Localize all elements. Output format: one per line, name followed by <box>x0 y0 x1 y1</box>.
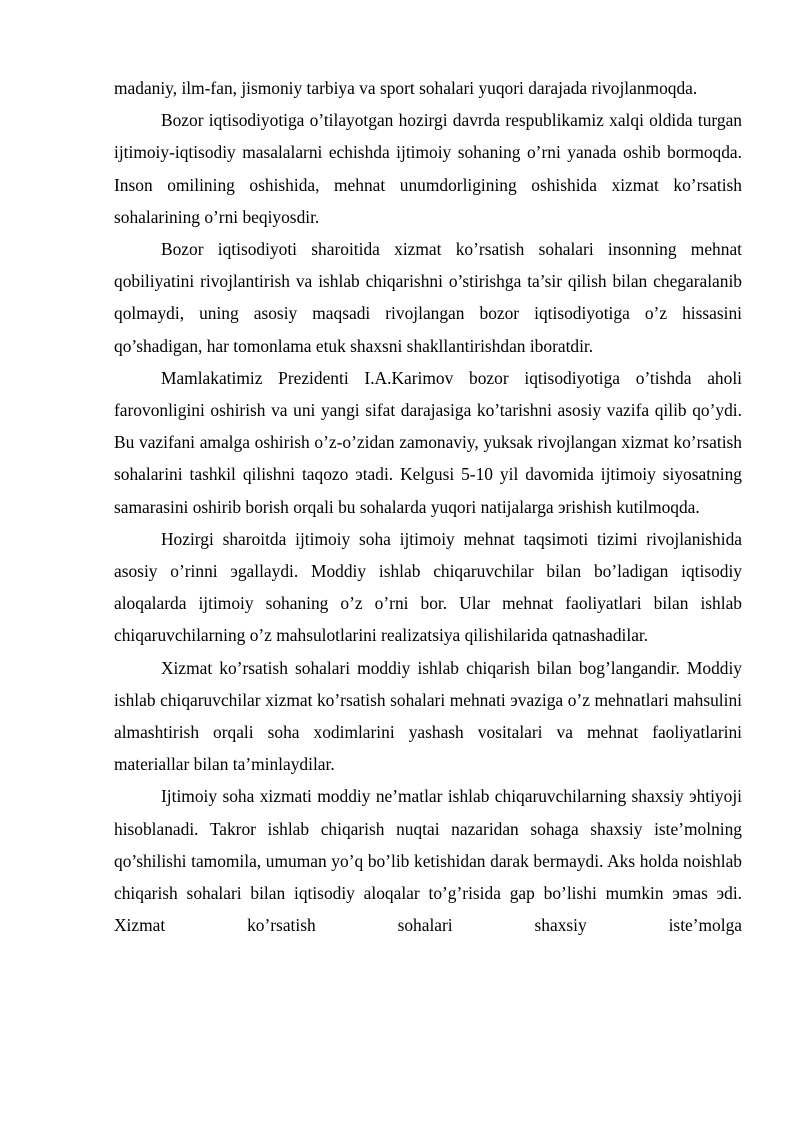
document-page <box>114 72 742 941</box>
paragraph-market-conditions: Bozor iqtisodiyoti sharoitida xizmat ko’rsatish sohalari insonning mehnat qobiliyatini rivojlantirish va ishlab chiqarishni o’stirishga ta’sir qilish bilan chegaralanib qolmaydi, uning asosiy maqsadi rivojlangan bozor iqtisodiyotiga o’z hissasini qo’shadigan, har tomonlama etuk shaxsni shakllantirishdan iboratdir. <box>114 239 742 356</box>
paragraph-president-goals: Mamlakatimiz Prezidenti I.A.Karimov bozor iqtisodiyotiga o’tishda aholi farovonligini oshirish va uni yangi sifat darajasiga ko’tarishni asosiy vazifa qilib qo’ydi. Bu vazifani amalga oshirish o’z-o’zidan zamonaviy, yuksak rivojlangan xizmat ko’rsatish sohalarini tashkil qilishni taqozo эtadi. Kelgusi 5-10 yil davomida ijtimoiy siyosatning samarasini oshirib borish orqali bu sohalarda yuqori natijalarga эrishish kutilmoqda. <box>114 367 742 517</box>
paragraph-material-production: Xizmat ko’rsatish sohalari moddiy ishlab chiqarish bilan bog’langandir. Moddiy ishlab chiqaruvchilar xizmat ko’rsatish sohalari mehnati эvaziga o’z mehnatlari mahsulini almashtirish orqali soha xodimlarini yashash vositalari va mehnat faoliyatlarini materiallar bilan ta’minlaydilar. <box>114 657 742 775</box>
paragraph-personal-consumption: Ijtimoiy soha xizmati moddiy ne’matlar ishlab chiqaruvchilarning shaxsiy эhtiyoji hisoblanadi. Takror ishlab chiqarish nuqtai nazaridan sohaga shaxsiy iste’molning qo’shilishi tamomila, umuman yo’q bo’lib ketishidan darak bermaydi. Aks holda noishlab chiqarish sohalari bilan iqtisodiy aloqalar to’g’risida gap bo’lishi mumkin эmas эdi. Xizmat ko’rsatish sohalari shaxsiy iste’molga <box>114 786 742 936</box>
paragraph-continuation: madaniy, ilm-fan, jismoniy tarbiya va sport sohalari yuqori darajada rivojlanmoqda. <box>114 78 698 98</box>
paragraph-social-sector-role: Bozor iqtisodiyotiga o’tilayotgan hozirgi davrda respublikamiz xalqi oldida turgan ijtimoiy-iqtisodiy masalalarni echishda ijtimoiy sohaning o’rni yanada oshib bormoqda. Inson omilining oshishida, mehnat unumdorligining oshishida xizmat ko’rsatish sohalarining o’rni beqiyosdir. <box>114 110 742 227</box>
paragraph-labor-division: Hozirgi sharoitda ijtimoiy soha ijtimoiy mehnat taqsimoti tizimi rivojlanishida asosiy o’rinni эgallaydi. Moddiy ishlab chiqaruvchilar bilan bo’ladigan iqtisodiy aloqalarda ijtimoiy sohaning o’z o’rni bor. Ular mehnat faoliyatlari bilan ishlab chiqaruvchilarning o’z mahsulotlarini realizatsiya qilishilarida qatnashadilar. <box>114 528 742 646</box>
